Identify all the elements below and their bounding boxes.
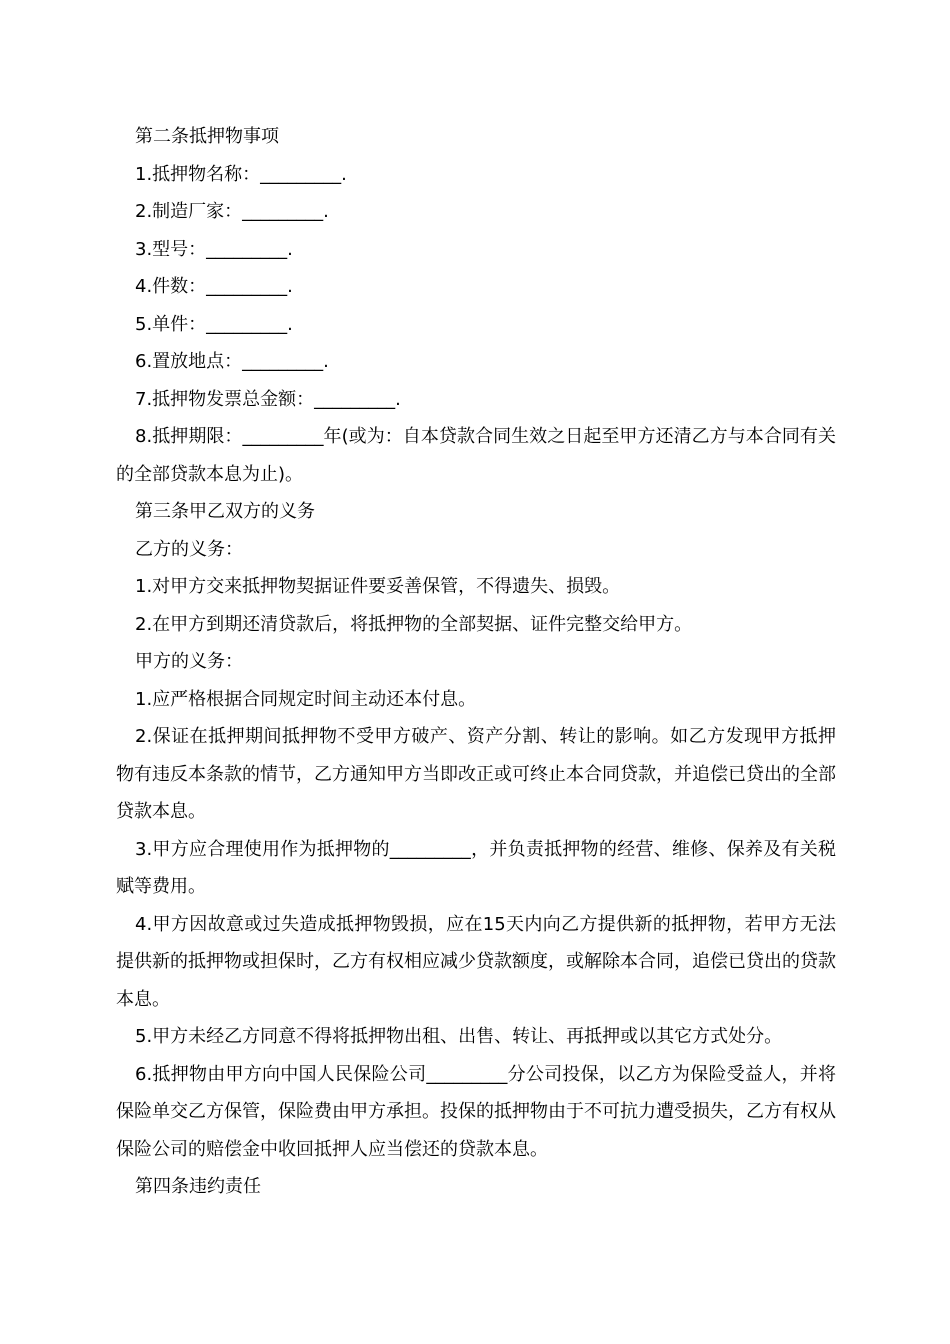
party-b-obligations-heading: 乙方的义务： bbox=[135, 538, 243, 560]
model-line: 3.型号：_________. bbox=[135, 238, 293, 260]
party-a-obligation-6: 6.抵押物由甲方向中国人民保险公司_________分公司投保，以乙方为保险受益人，并将保险单交乙方保管，保险费由甲方承担。投保的抵押物由于不可抗力遭受损失，乙方有权从保险公司的赔偿金中收回抵押人应当偿还的贷款本息。 bbox=[116, 1063, 836, 1160]
party-a-obligation-2: 2.保证在抵押期间抵押物不受甲方破产、资产分割、转让的影响。如乙方发现甲方抵押物有违反本条款的情节，乙方通知甲方当即改正或可终止本合同贷款，并追偿已贷出的全部贷款本息。 bbox=[116, 726, 836, 822]
section-heading-article-4: 第四条违约责任 bbox=[135, 1176, 261, 1197]
storage-location-line: 6.置放地点：_________. bbox=[135, 351, 329, 372]
party-a-obligation-1: 1.应严格根据合同规定时间主动还本付息。 bbox=[135, 688, 477, 710]
party-b-obligation-1: 1.对甲方交来抵押物契据证件要妥善保管，不得遗失、损毁。 bbox=[135, 576, 621, 597]
party-b-obligation-2: 2.在甲方到期还清贷款后，将抵押物的全部契据、证件完整交给甲方。 bbox=[135, 613, 693, 635]
section-heading-article-2: 第二条抵押物事项 bbox=[135, 126, 279, 147]
party-a-obligation-4: 4.甲方因故意或过失造成抵押物毁损，应在15天内向乙方提供新的抵押物，若甲方无法提供新的抵押物或担保时，乙方有权相应减少贷款额度，或解除本合同，追偿已贷出的贷款本息。 bbox=[116, 913, 836, 1010]
unit-line: 5.单件：_________. bbox=[135, 313, 293, 335]
invoice-amount-line: 7.抵押物发票总金额：_________. bbox=[135, 388, 401, 410]
quantity-line: 4.件数：_________. bbox=[135, 276, 293, 297]
collateral-name-line: 1.抵押物名称：_________. bbox=[135, 163, 347, 185]
party-a-obligation-3: 3.甲方应合理使用作为抵押物的_________，并负责抵押物的经营、维修、保养及有关税赋等费用。 bbox=[116, 838, 836, 897]
party-a-obligations-heading: 甲方的义务： bbox=[135, 651, 243, 672]
manufacturer-line: 2.制造厂家：_________. bbox=[135, 201, 329, 222]
mortgage-term-paragraph: 8.抵押期限：_________年(或为：自本贷款合同生效之日起至甲方还清乙方与本合同有关的全部贷款本息为止)。 bbox=[116, 426, 836, 485]
section-heading-article-3: 第三条甲乙双方的义务 bbox=[135, 501, 315, 522]
document-body bbox=[116, 118, 836, 1206]
party-a-obligation-5: 5.甲方未经乙方同意不得将抵押物出租、出售、转让、再抵押或以其它方式处分。 bbox=[135, 1026, 783, 1047]
